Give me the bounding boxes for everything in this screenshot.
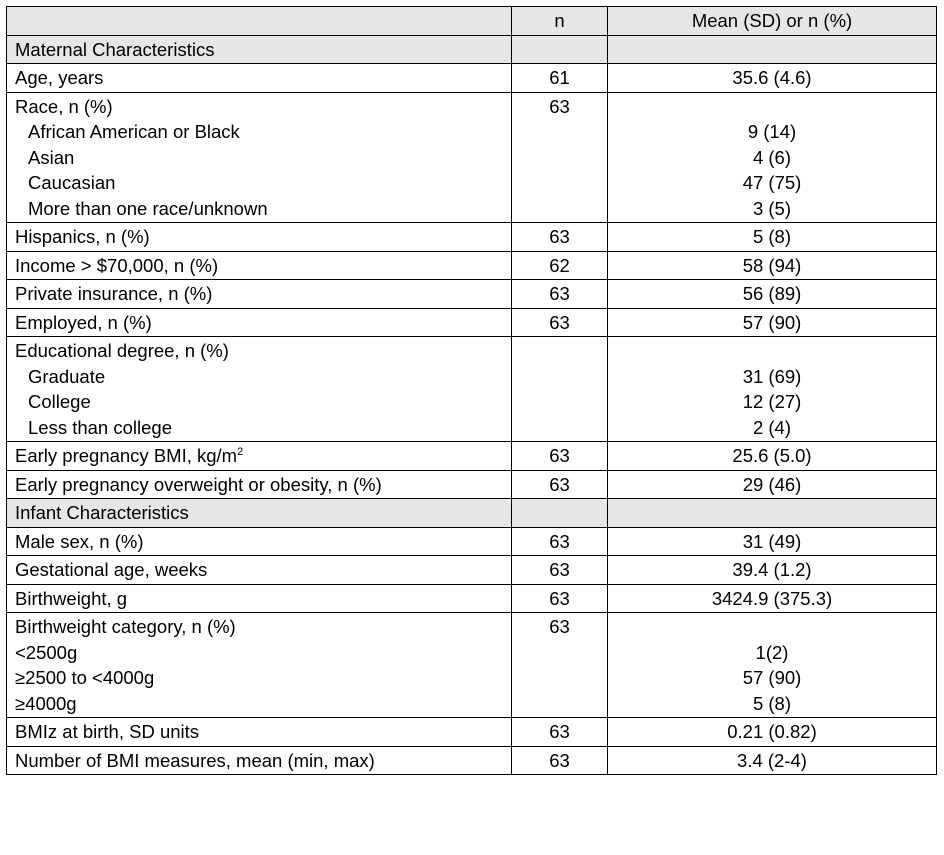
table-row	[7, 308, 937, 337]
row-label: Number of BMI measures, mean (min, max)	[15, 749, 375, 771]
row-value: 3424.9 (375.3)	[711, 587, 833, 609]
row-n-value: 63	[549, 749, 570, 771]
row-value: 29 (46)	[742, 473, 802, 495]
row-label: Hispanics, n (%)	[15, 226, 150, 247]
section-row	[7, 499, 937, 528]
row-label-cell	[7, 64, 512, 93]
table-row	[7, 746, 937, 775]
row-value: 25.6 (5.0)	[732, 445, 812, 466]
row-value-cell	[608, 718, 937, 747]
row-value: 5 (8)	[752, 226, 792, 247]
group-item-label: College	[28, 391, 91, 412]
row-n-value: 63	[549, 473, 570, 495]
group-label-cell	[7, 613, 512, 718]
group-n-value: 63	[549, 616, 570, 637]
group-item-value: 1(2)	[755, 641, 789, 663]
row-label: Early pregnancy overweight or obesity, n (%)	[15, 473, 382, 495]
row-label-cell	[7, 556, 512, 585]
row-n-value: 63	[549, 311, 570, 333]
row-n-value: 63	[549, 226, 570, 247]
row-n-value: 63	[549, 721, 570, 742]
table-row	[7, 223, 937, 252]
table-row	[7, 556, 937, 585]
group-item-value: 3 (5)	[752, 197, 792, 219]
section-value-cell	[608, 35, 937, 64]
row-label-cell	[7, 470, 512, 499]
row-value-cell	[608, 223, 937, 252]
row-label-cell	[7, 718, 512, 747]
group-item-label: <2500g	[15, 641, 78, 663]
table-row	[7, 251, 937, 280]
group-item-label: More than one race/unknown	[28, 197, 268, 219]
table-row	[7, 527, 937, 556]
row-value: 56 (89)	[742, 283, 802, 304]
row-n-cell	[512, 746, 608, 775]
row-n-cell	[512, 584, 608, 613]
row-label-cell	[7, 308, 512, 337]
characteristics-table	[6, 6, 937, 775]
row-label-cell	[7, 280, 512, 309]
table-row	[7, 470, 937, 499]
row-n-cell	[512, 223, 608, 252]
table-row	[7, 64, 937, 93]
row-label: Age, years	[15, 67, 104, 88]
row-value-cell	[608, 527, 937, 556]
row-label-cell	[7, 251, 512, 280]
group-item-value: 12 (27)	[742, 391, 802, 412]
table-row	[7, 718, 937, 747]
row-label: BMIz at birth, SD units	[15, 721, 200, 742]
row-label-cell	[7, 584, 512, 613]
row-n-cell	[512, 442, 608, 471]
row-value: 58 (94)	[742, 254, 802, 276]
section-row	[7, 35, 937, 64]
row-value-cell	[608, 470, 937, 499]
group-n-cell	[512, 92, 608, 223]
group-item-label: ≥4000g	[15, 692, 77, 714]
row-value: 57 (90)	[742, 311, 802, 333]
group-n-cell	[512, 337, 608, 442]
row-value: 31 (49)	[742, 530, 802, 552]
row-label-cell	[7, 223, 512, 252]
row-n-cell	[512, 470, 608, 499]
row-n-cell	[512, 556, 608, 585]
row-value-cell	[608, 280, 937, 309]
group-item-label: Caucasian	[28, 172, 116, 193]
section-value-cell	[608, 499, 937, 528]
row-value-cell	[608, 556, 937, 585]
group-n-cell	[512, 613, 608, 718]
row-n-value: 63	[549, 530, 570, 552]
group-value-cell	[608, 613, 937, 718]
section-label: Infant Characteristics	[15, 502, 189, 523]
group-value-spacer	[616, 614, 928, 640]
group-label: Birthweight category, n (%)	[15, 616, 236, 637]
row-label-cell	[7, 442, 512, 471]
table-group-row	[7, 613, 937, 718]
row-label: Gestational age, weeks	[15, 559, 208, 580]
table-row	[7, 280, 937, 309]
row-n-cell	[512, 64, 608, 93]
row-value-cell	[608, 746, 937, 775]
row-label: Income > $70,000, n (%)	[15, 254, 219, 276]
group-n-value: 63	[549, 95, 570, 117]
row-value-cell	[608, 251, 937, 280]
section-label-cell	[7, 35, 512, 64]
row-n-cell	[512, 527, 608, 556]
row-n-cell	[512, 718, 608, 747]
row-value-cell	[608, 584, 937, 613]
group-value-cell	[608, 337, 937, 442]
section-label: Maternal Characteristics	[15, 38, 215, 60]
row-n-value: 63	[549, 587, 570, 609]
row-value: 39.4 (1.2)	[732, 559, 812, 580]
group-label: Educational degree, n (%)	[15, 340, 229, 361]
row-label: Birthweight, g	[15, 587, 128, 609]
row-label: Male sex, n (%)	[15, 530, 144, 552]
row-label-cell	[7, 746, 512, 775]
group-item-value: 5 (8)	[752, 692, 792, 714]
table-row	[7, 442, 937, 471]
group-item-label: Graduate	[28, 365, 106, 387]
group-value-spacer	[616, 94, 928, 120]
row-n-cell	[512, 308, 608, 337]
header-value-cell: Mean (SD) or n (%)	[608, 7, 937, 36]
row-value-cell	[608, 442, 937, 471]
section-n-cell	[512, 35, 608, 64]
table-group-row	[7, 337, 937, 442]
row-n-value: 61	[549, 67, 570, 88]
group-item-value: 57 (90)	[742, 667, 802, 688]
table-body	[7, 35, 937, 775]
superscript-exponent: 2	[237, 445, 244, 458]
group-item-value: 2 (4)	[752, 416, 792, 438]
group-label-cell	[7, 92, 512, 223]
group-item-label: African American or Black	[28, 121, 240, 142]
group-item-label: Less than college	[28, 416, 172, 438]
table-group-row	[7, 92, 937, 223]
group-label-cell	[7, 337, 512, 442]
row-label: Early pregnancy BMI, kg/m	[15, 445, 238, 466]
group-value-spacer	[616, 338, 928, 364]
header-row	[7, 7, 937, 36]
header-n-cell: n	[512, 7, 608, 36]
section-n-cell	[512, 499, 608, 528]
row-n-value: 63	[549, 559, 570, 580]
group-item-value: 47 (75)	[742, 172, 802, 193]
row-value-cell	[608, 308, 937, 337]
row-value: 0.21 (0.82)	[727, 721, 817, 742]
row-label-cell	[7, 527, 512, 556]
row-value: 3.4 (2-4)	[737, 749, 807, 771]
group-label: Race, n (%)	[15, 95, 113, 117]
row-label: Private insurance, n (%)	[15, 283, 213, 304]
table-row	[7, 584, 937, 613]
row-value: 35.6 (4.6)	[732, 67, 812, 88]
group-item-value: 31 (69)	[742, 365, 802, 387]
row-n-value: 63	[549, 445, 570, 466]
group-value-cell	[608, 92, 937, 223]
group-item-label: Asian	[28, 146, 75, 168]
group-item-value: 4 (6)	[752, 146, 792, 168]
section-label-cell	[7, 499, 512, 528]
row-value-cell	[608, 64, 937, 93]
row-n-cell	[512, 251, 608, 280]
row-n-value: 62	[549, 254, 570, 276]
row-n-cell	[512, 280, 608, 309]
row-label: Employed, n (%)	[15, 311, 152, 333]
group-item-value: 9 (14)	[747, 121, 797, 142]
row-n-value: 63	[549, 283, 570, 304]
header-label-cell	[7, 7, 512, 36]
group-item-label: ≥2500 to <4000g	[15, 667, 155, 688]
